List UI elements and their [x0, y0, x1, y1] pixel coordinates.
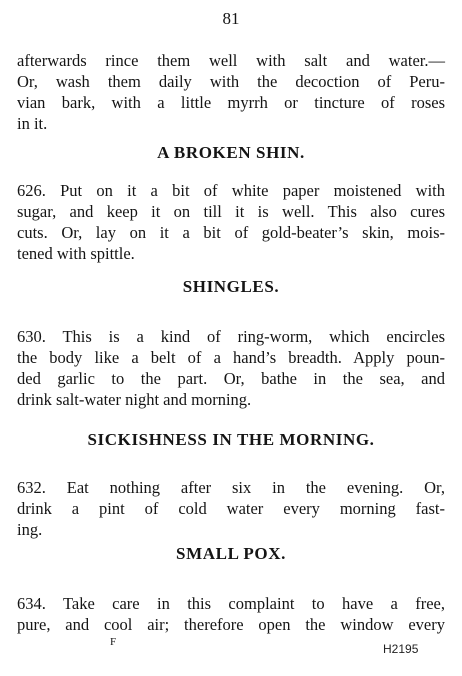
text-line: Or, wash them daily with the decoction of Peru-	[17, 72, 445, 91]
text-line: 626. Put on it a bit of white paper moistened with	[17, 181, 445, 200]
section-heading-shingles: SHINGLES.	[182, 277, 280, 296]
signature-mark: F	[110, 636, 117, 648]
paragraph-632	[17, 477, 445, 540]
paragraph-634	[17, 593, 445, 635]
text-line: sugar, and keep it on till it is well. This also cures	[17, 202, 445, 221]
text-line: 632. Eat nothing after six in the evening. Or,	[17, 478, 445, 497]
text-line: ded garlic to the part. Or, bathe in the sea, and	[17, 369, 445, 388]
text-line: the body like a belt of a hand’s breadth. Apply poun-	[17, 348, 445, 367]
section-heading-small-pox: SMALL POX.	[176, 544, 286, 563]
section-heading-broken-shin: A BROKEN SHIN.	[157, 143, 305, 162]
section-heading-sickishness: SICKISHNESS IN THE MORNING.	[87, 430, 375, 449]
text-line: drink salt-water night and morning.	[17, 390, 252, 409]
page-number: 81	[222, 9, 240, 28]
text-line: pure, and cool air; therefore open the window every	[17, 615, 445, 634]
text-line: vian bark, with a little myrrh or tincture of roses	[17, 93, 445, 112]
paragraph-630	[17, 326, 445, 410]
text-line: ing.	[17, 520, 43, 539]
text-line: in it.	[17, 114, 48, 133]
text-line: drink a pint of cold water every morning fast-	[17, 499, 445, 518]
text-line: 630. This is a kind of ring-worm, which encircles	[17, 327, 445, 346]
text-line: afterwards rince them well with salt and water.—	[17, 51, 445, 70]
text-line: cuts. Or, lay on it a bit of gold-beater’s skin, mois-	[17, 223, 445, 242]
paragraph-continuation	[17, 50, 445, 134]
paragraph-626	[17, 180, 445, 264]
text-line: 634. Take care in this complaint to have a free,	[17, 594, 445, 613]
shelfmark-label: H2195	[383, 642, 419, 656]
text-line: tened with spittle.	[17, 244, 135, 263]
